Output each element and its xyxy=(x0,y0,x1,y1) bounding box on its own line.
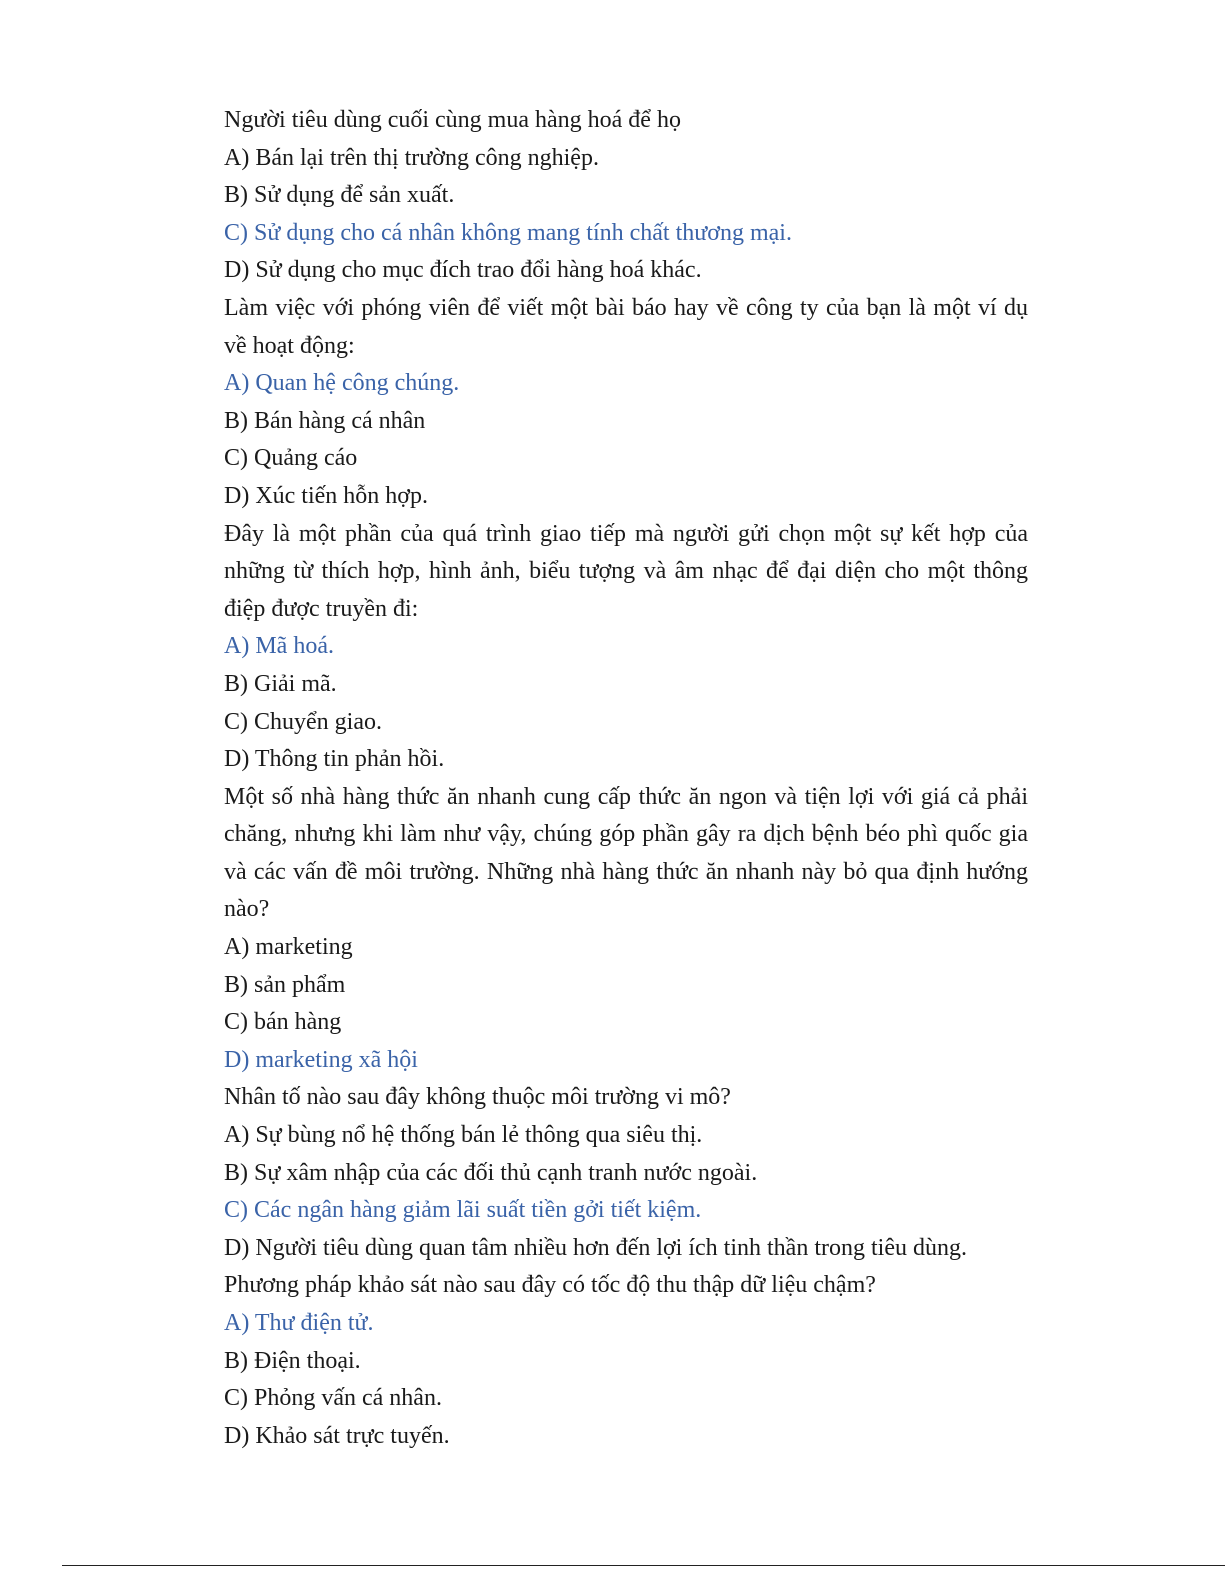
question-block xyxy=(224,1267,1028,1455)
question-text: Người tiêu dùng cuối cùng mua hàng hoá để họ xyxy=(224,107,681,133)
answer-option: D) Người tiêu dùng quan tâm nhiều hơn đến lợi ích tinh thần trong tiêu dùng. xyxy=(224,1234,967,1261)
answer-option: D) Khảo sát trực tuyến. xyxy=(224,1422,450,1449)
question-block xyxy=(224,516,1028,779)
answer-option-correct: A) Thư điện tử. xyxy=(224,1310,374,1336)
question-block xyxy=(224,779,1028,1080)
question-list xyxy=(224,102,1028,1455)
question-block xyxy=(224,102,1028,290)
answer-option-correct: D) marketing xã hội xyxy=(224,1046,418,1073)
question-text: Một số nhà hàng thức ăn nhanh cung cấp thức ăn ngon và tiện lợi với giá cả phải chăng, nhưng khi làm như vậy, chúng góp phần gây ra dịch bệnh béo phì quốc gia và các vấn đề môi trường. Những nhà hàng thức ăn nhanh này bỏ qua định hướng nào? xyxy=(224,783,1028,923)
question-text: Đây là một phần của quá trình giao tiếp mà người gửi chọn một sự kết hợp của những từ thích hợp, hình ảnh, biểu tượng và âm nhạc để đại diện cho một thông điệp được truyền đi: xyxy=(224,520,1028,622)
answer-option: D) Xúc tiến hỗn hợp. xyxy=(224,482,428,509)
answer-option: C) bán hàng xyxy=(224,1009,342,1036)
answer-option: A) Bán lại trên thị trường công nghiệp. xyxy=(224,144,599,171)
answer-option: C) Chuyển giao. xyxy=(224,708,382,735)
question-text: Nhân tố nào sau đây không thuộc môi trường vi mô? xyxy=(224,1084,731,1111)
answer-option: C) Quảng cáo xyxy=(224,445,358,472)
answer-option: B) Sử dụng để sản xuất. xyxy=(224,182,455,209)
answer-option: D) Thông tin phản hồi. xyxy=(224,746,445,773)
answer-option: A) Sự bùng nổ hệ thống bán lẻ thông qua siêu thị. xyxy=(224,1122,703,1149)
question-text: Phương pháp khảo sát nào sau đây có tốc độ thu thập dữ liệu chậm? xyxy=(224,1272,876,1299)
question-block xyxy=(224,290,1028,516)
answer-option: B) Giải mã. xyxy=(224,670,337,697)
answer-option: C) Phỏng vấn cá nhân. xyxy=(224,1385,442,1412)
answer-option: D) Sử dụng cho mục đích trao đổi hàng hoá khác. xyxy=(224,257,702,284)
answer-option-correct: A) Quan hệ công chúng. xyxy=(224,370,460,397)
answer-option: A) marketing xyxy=(224,934,353,961)
answer-option-correct: A) Mã hoá. xyxy=(224,633,334,660)
answer-option-correct: C) Sử dụng cho cá nhân không mang tính chất thương mại. xyxy=(224,219,792,246)
answer-option-correct: C) Các ngân hàng giảm lãi suất tiền gởi tiết kiệm. xyxy=(224,1197,702,1224)
question-text: Làm việc với phóng viên để viết một bài báo hay về công ty của bạn là một ví dụ về hoạt động: xyxy=(224,294,1028,359)
answer-option: B) Điện thoại. xyxy=(224,1347,361,1374)
answer-option: B) Sự xâm nhập của các đối thủ cạnh tranh nước ngoài. xyxy=(224,1159,758,1186)
answer-option: B) sản phẩm xyxy=(224,971,346,998)
page-bottom-divider xyxy=(62,1565,1225,1566)
question-block xyxy=(224,1079,1028,1267)
answer-option: B) Bán hàng cá nhân xyxy=(224,407,426,434)
